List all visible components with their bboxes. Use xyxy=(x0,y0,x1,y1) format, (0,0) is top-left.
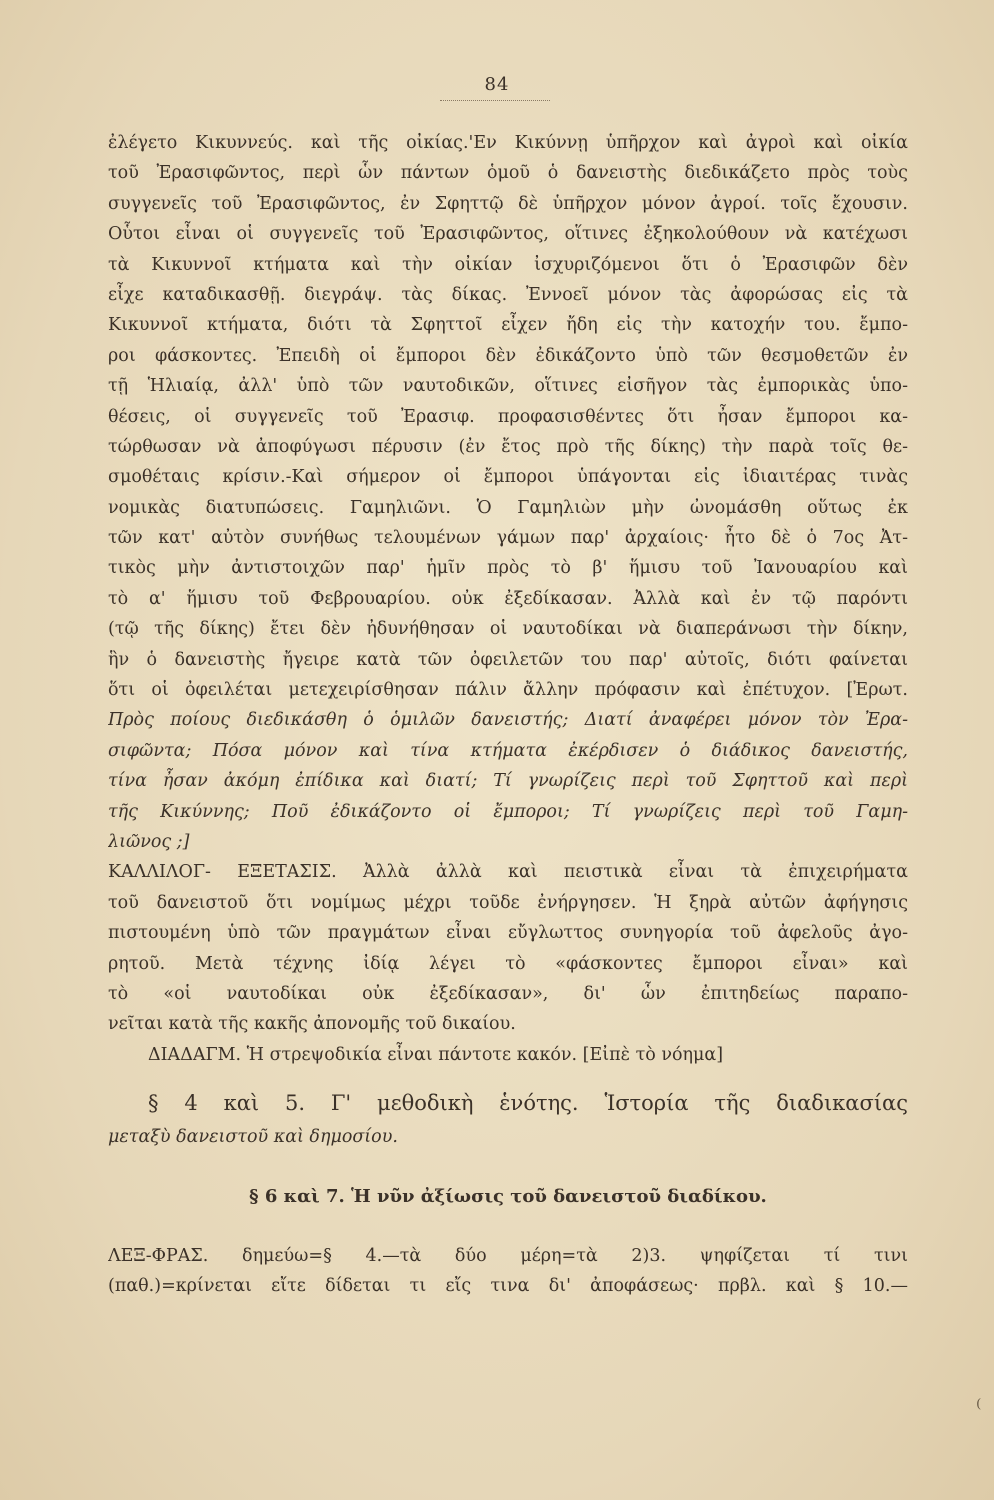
text-line: τώρθωσαν νὰ ἀποφύγωσι πέρυσιν (ἐν ἔτος πρὸ τῆς δίκης) τὴν παρὰ τοῖς θε- xyxy=(108,436,908,457)
text-line: τὰ Κικυννοῖ κτήματα καὶ τὴν οἰκίαν ἰσχυριζόμενοι ὅτι ὁ Ἐρασιφῶν δὲν xyxy=(108,254,908,275)
binding-edge-mark: ⁽ xyxy=(976,1396,982,1421)
text-line: τοῦ Ἐρασιφῶντος, περὶ ὧν πάντων ὁμοῦ ὁ δανειστὴς διεδικάζετο πρὸς τοὺς xyxy=(108,163,908,184)
text-line: εἶχε καταδικασθῇ. διεγράψ. τὰς δίκας. Ἐννοεῖ μόνον τὰς ἀφορώσας εἰς τὰ xyxy=(108,284,908,305)
question-line: λιῶνος ;] xyxy=(108,831,190,852)
section-heading-6-7: § 6 καὶ 7. Ἡ νῦν ἀξίωσις τοῦ δανειστοῦ διαδίκου. xyxy=(249,1185,767,1207)
text-line: ἣν ὁ δανειστὴς ἤγειρε κατὰ τῶν ὀφειλετῶν του παρ' αὐτοῖς, διότι φαίνεται xyxy=(108,649,908,670)
section-diadagm-line: ΔΙΑΔΑΓΜ. Ἡ στρεψοδικία εἶναι πάντοτε κακόν. [Εἰπὲ τὸ νόημα] xyxy=(148,1044,724,1065)
page-body xyxy=(108,128,908,1301)
text-line: τῶν κατ' αὐτὸν συνήθως τελουμένων γάμων παρ' ἀρχαίοις· ἦτο δὲ ὁ 7ος Ἀτ- xyxy=(108,528,908,549)
page-number: 84 xyxy=(484,74,510,95)
text-line: τὸ «οἱ ναυτοδίκαι οὐκ ἐξεδίκασαν», δι' ὧν ἐπιτηδείως παραπο- xyxy=(108,983,908,1004)
text-line: ὅτι οἱ ὀφειλέται μετεχειρίσθησαν πάλιν ἄλλην πρόφασιν καὶ ἐπέτυχον. [Ἐρωτ. xyxy=(108,680,908,701)
text-line: (τῷ τῆς δίκης) ἔτει δὲν ἠδυνήθησαν οἱ ναυτοδίκαι νὰ διαπεράνωσι τὴν δίκην, xyxy=(108,619,908,640)
question-line: Πρὸς ποίους διεδικάσθη ὁ ὁμιλῶν δανειστής; Διατί ἀναφέρει μόνον τὸν Ἐρα- xyxy=(108,710,908,731)
section-heading-continuation: μεταξὺ δανειστοῦ καὶ δημοσίου. xyxy=(108,1127,398,1148)
text-line: Οὗτοι εἶναι οἱ συγγενεῖς τοῦ Ἐρασιφῶντος, οἵτινες ἐξηκολούθουν νὰ κατέχωσι xyxy=(108,224,908,245)
text-line: τῇ Ἡλιαίᾳ, ἀλλ' ὑπὸ τῶν ναυτοδικῶν, οἵτινες εἰσῆγον τὰς ἐμπορικὰς ὑπο- xyxy=(108,376,908,397)
question-line: τίνα ἦσαν ἀκόμη ἐπίδικα καὶ διατί; Τί γνωρίζεις περὶ τοῦ Σφηττοῦ καὶ περὶ xyxy=(108,771,908,792)
section-heading-4-5: § 4 καὶ 5. Γ' μεθοδικὴ ἑνότης. Ἱστορία τῆς διαδικασίας xyxy=(148,1091,908,1116)
text-line: Κικυννοῖ κτήματα, διότι τὰ Σφηττοῖ εἶχεν ἤδη εἰς τὴν κατοχήν του. ἔμπο- xyxy=(108,315,908,336)
question-line: σιφῶντα; Πόσα μόνον καὶ τίνα κτήματα ἐκέρδισεν ὁ διάδικος δανειστής, xyxy=(108,740,908,761)
text-line: ροι φάσκοντες. Ἐπειδὴ οἱ ἔμποροι δὲν ἐδικάζοντο ὑπὸ τῶν θεσμοθετῶν ἐν xyxy=(108,345,908,366)
header-rule xyxy=(440,100,550,101)
section-kalliolog-line: ΚΑΛΛΙΛΟΓ- ΕΞΕΤΑΣΙΣ. Ἀλλὰ ἀλλὰ καὶ πειστικὰ εἶναι τὰ ἐπιχειρήματα xyxy=(108,862,908,883)
section-lexfras-line: ΛΕΞ-ΦΡΑΣ. δημεύω=§ 4.—τὰ δύο μέρη=τὰ 2)3. ψηφίζεται τί τινι xyxy=(108,1245,908,1266)
text-line: ἐλέγετο Κικυννεύς. καὶ τῆς οἰκίας.'Εν Κικύννῃ ὑπῆρχον καὶ ἀγροὶ καὶ οἰκία xyxy=(108,133,908,153)
text-line: τοῦ δανειστοῦ ὅτι νομίμως μέχρι τοῦδε ἐνήργησεν. Ἡ ξηρὰ αὐτῶν ἀφήγησις xyxy=(108,892,908,913)
text-line: θέσεις, οἱ συγγενεῖς τοῦ Ἐρασιφ. προφασισθέντες ὅτι ἦσαν ἔμποροι κα- xyxy=(108,406,908,427)
text-line: (παθ.)=κρίνεται εἴτε δίδεται τι εἴς τινα δι' ἀποφάσεως· πρβλ. καὶ § 10.— xyxy=(108,1275,908,1296)
text-line: τικὸς μὴν ἀντιστοιχῶν παρ' ἡμῖν πρὸς τὸ β' ἥμισυ τοῦ Ἰανουαρίου καὶ xyxy=(108,558,908,579)
text-line: σμοθέταις κρίσιν.-Καὶ σήμερον οἱ ἔμποροι ὑπάγονται εἰς ἰδιαιτέρας τινὰς xyxy=(108,467,908,488)
text-line: ρητοῦ. Μετὰ τέχνης ἰδίᾳ λέγει τὸ «φάσκοντες ἔμποροι εἶναι» καὶ xyxy=(108,953,908,974)
text-line: συγγενεῖς τοῦ Ἐρασιφῶντος, ἐν Σφηττῷ δὲ ὑπῆρχον μόνον ἀγροί. τοῖς ἔχουσιν. xyxy=(108,193,908,214)
text-line: νομικὰς διατυπώσεις. Γαμηλιῶνι. Ὁ Γαμηλιὼν μὴν ὠνομάσθη οὕτως ἐκ xyxy=(108,497,908,518)
text-line: νεῖται κατὰ τῆς κακῆς ἀπονομῆς τοῦ δικαίου. xyxy=(108,1014,516,1035)
text-line: πιστουμένη ὑπὸ τῶν πραγμάτων εἶναι εὔγλωττος συνηγορία τοῦ ἀφελοῦς ἀγο- xyxy=(108,923,908,944)
question-line: τῆς Κικύννης; Ποῦ ἐδικάζοντο οἱ ἔμποροι; Τί γνωρίζεις περὶ τοῦ Γαμη- xyxy=(108,801,908,822)
text-line: τὸ α' ἥμισυ τοῦ Φεβρουαρίου. οὐκ ἐξεδίκασαν. Ἀλλὰ καὶ ἐν τῷ παρόντι xyxy=(108,588,908,609)
